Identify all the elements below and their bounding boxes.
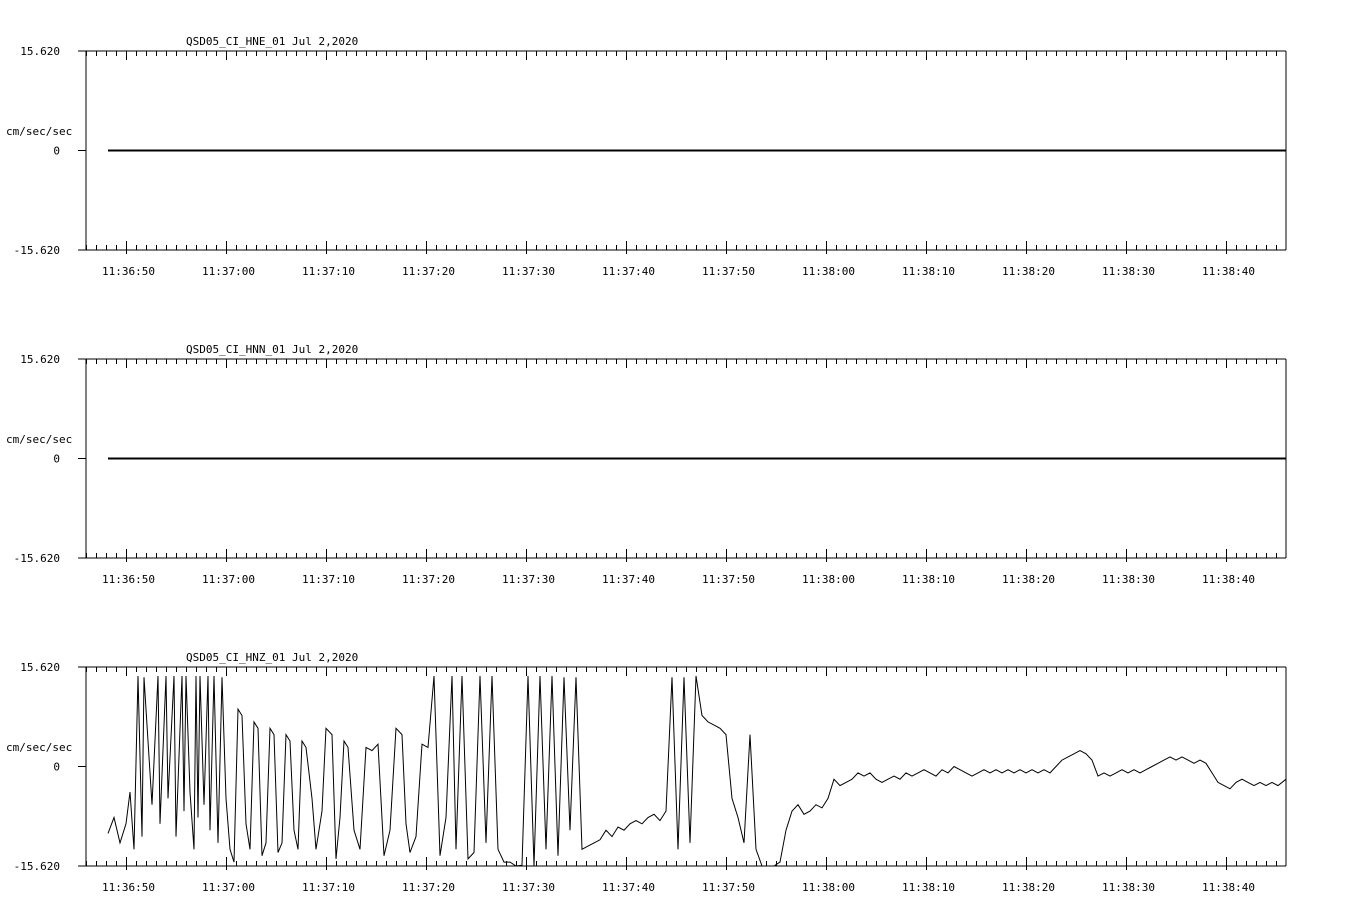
y-tick-label: 0 xyxy=(53,760,60,774)
x-tick-label: 11:37:20 xyxy=(402,265,455,278)
y-tick-label: 15.620 xyxy=(20,661,60,674)
x-tick-label: 11:38:00 xyxy=(802,573,855,586)
y-tick-label: -15.620 xyxy=(13,244,60,257)
x-tick-label: 11:37:50 xyxy=(702,573,755,586)
x-tick-label: 11:37:30 xyxy=(502,881,555,894)
x-tick-label: 11:38:20 xyxy=(1002,573,1055,586)
y-tick-label: 15.620 xyxy=(20,45,60,58)
panel-title: QSD05_CI_HNE_01 Jul 2,2020 xyxy=(186,35,359,48)
panel-hnn xyxy=(6,343,1286,586)
x-tick-label: 11:38:30 xyxy=(1102,265,1155,278)
x-tick-label: 11:37:10 xyxy=(302,265,355,278)
x-tick-label: 11:38:30 xyxy=(1102,881,1155,894)
y-axis-label: cm/sec/sec xyxy=(6,433,73,446)
y-axis-label: cm/sec/sec xyxy=(6,125,73,138)
x-tick-label: 11:37:40 xyxy=(602,573,655,586)
x-tick-label: 11:37:00 xyxy=(202,881,255,894)
x-tick-label: 11:38:40 xyxy=(1202,573,1255,586)
panel-title: QSD05_CI_HNZ_01 Jul 2,2020 xyxy=(186,651,359,664)
x-tick-label: 11:37:20 xyxy=(402,881,455,894)
x-tick-label: 11:37:40 xyxy=(602,265,655,278)
x-tick-label: 11:37:00 xyxy=(202,265,255,278)
y-tick-label: 15.620 xyxy=(20,353,60,366)
y-tick-label: -15.620 xyxy=(13,860,60,873)
panel-title: QSD05_CI_HNN_01 Jul 2,2020 xyxy=(186,343,359,356)
x-tick-label: 11:38:10 xyxy=(902,573,955,586)
series-trace xyxy=(108,676,1286,866)
x-tick-label: 11:37:10 xyxy=(302,881,355,894)
panel-hne xyxy=(6,35,1286,278)
x-tick-label: 11:38:20 xyxy=(1002,265,1055,278)
x-tick-label: 11:37:00 xyxy=(202,573,255,586)
x-tick-label: 11:38:00 xyxy=(802,881,855,894)
x-tick-label: 11:36:50 xyxy=(102,573,155,586)
x-tick-label: 11:37:20 xyxy=(402,573,455,586)
y-tick-label: 0 xyxy=(53,452,60,466)
x-tick-label: 11:36:50 xyxy=(102,265,155,278)
x-tick-label: 11:38:00 xyxy=(802,265,855,278)
y-tick-label: -15.620 xyxy=(13,552,60,565)
x-tick-label: 11:38:30 xyxy=(1102,573,1155,586)
x-tick-label: 11:37:40 xyxy=(602,881,655,894)
x-tick-label: 11:38:10 xyxy=(902,265,955,278)
x-tick-label: 11:38:40 xyxy=(1202,881,1255,894)
x-tick-label: 11:37:30 xyxy=(502,265,555,278)
x-tick-label: 11:37:50 xyxy=(702,265,755,278)
y-tick-label: 0 xyxy=(53,144,60,158)
x-tick-label: 11:36:50 xyxy=(102,881,155,894)
x-tick-label: 11:38:20 xyxy=(1002,881,1055,894)
panel-hnz xyxy=(6,651,1286,894)
x-tick-label: 11:38:40 xyxy=(1202,265,1255,278)
x-tick-label: 11:37:10 xyxy=(302,573,355,586)
y-axis-label: cm/sec/sec xyxy=(6,741,73,754)
x-tick-label: 11:38:10 xyxy=(902,881,955,894)
x-tick-label: 11:37:30 xyxy=(502,573,555,586)
x-tick-label: 11:37:50 xyxy=(702,881,755,894)
